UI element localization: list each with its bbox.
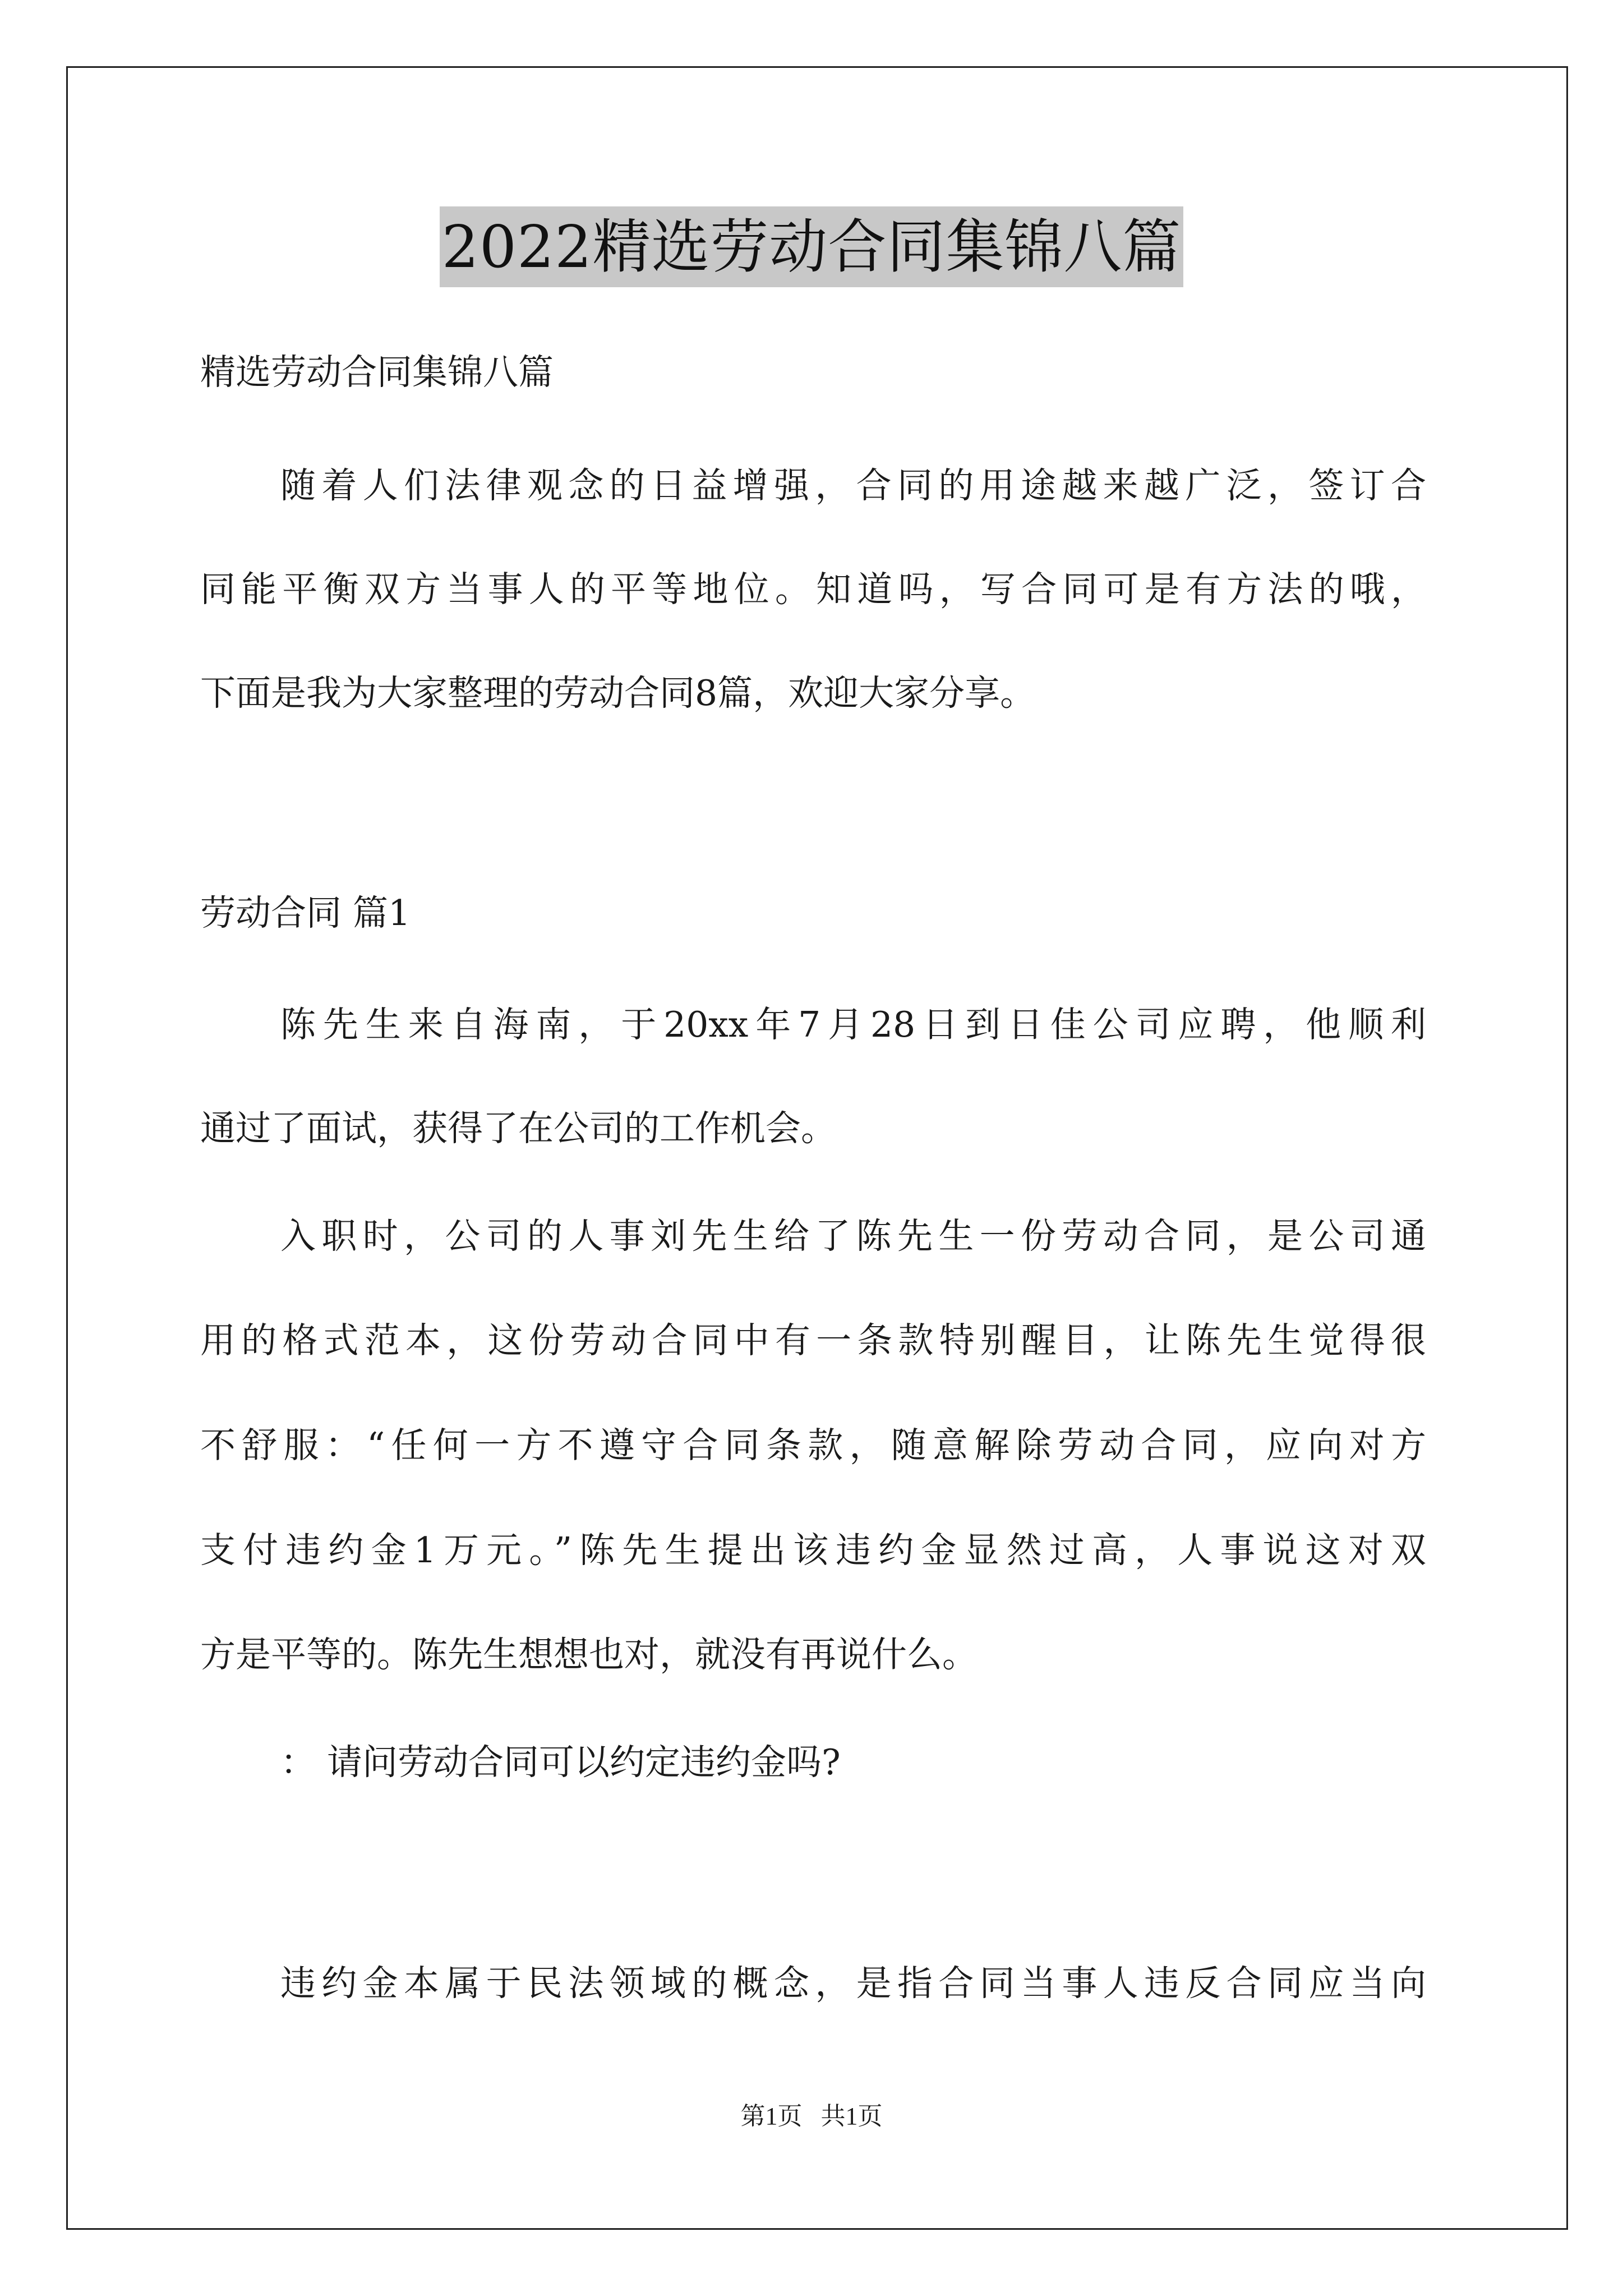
page-number: 第1页 bbox=[740, 2102, 803, 2130]
intro-line: 下面是我为大家整理的劳动合同8篇，欢迎大家分享。 bbox=[200, 673, 1036, 714]
paragraph-line: 通过了面试，获得了在公司的工作机会。 bbox=[200, 1108, 836, 1149]
paragraph-line: 方是平等的。陈先生想想也对，就没有再说什么。 bbox=[200, 1634, 978, 1675]
paragraph-line: 用的格式范本，这份劳动合同中有一条款特别醒目，让陈先生觉得很 bbox=[200, 1320, 1426, 1361]
paragraph-line: 不舒服：“任何一方不遵守合同条款，随意解除劳动合同，应向对方 bbox=[200, 1425, 1426, 1466]
intro-line: 同能平衡双方当事人的平等地位。知道吗，写合同可是有方法的哦， bbox=[200, 569, 1426, 610]
question-line: ： 请问劳动合同可以约定违约金吗? bbox=[280, 1742, 841, 1783]
intro-line: 随着人们法律观念的日益增强，合同的用途越来越广泛，签订合 bbox=[280, 465, 1426, 506]
paragraph-line: 违约金本属于民法领域的概念，是指合同当事人违反合同应当向 bbox=[280, 1963, 1426, 2004]
paragraph-line: 支付违约金1万元。”陈先生提出该违约金显然过高，人事说这对双 bbox=[200, 1530, 1426, 1571]
title-container bbox=[0, 206, 1623, 287]
document-subtitle: 精选劳动合同集锦八篇 bbox=[200, 352, 554, 393]
page-footer bbox=[0, 2101, 1623, 2132]
page-total: 共1页 bbox=[820, 2102, 883, 2130]
paragraph-line: 陈先生来自海南，于20xx年7月28日到日佳公司应聘，他顺利 bbox=[280, 1004, 1426, 1045]
paragraph-line: 入职时，公司的人事刘先生给了陈先生一份劳动合同，是公司通 bbox=[280, 1216, 1426, 1257]
section-heading: 劳动合同 篇1 bbox=[200, 892, 411, 933]
document-title: 2022精选劳动合同集锦八篇 bbox=[440, 206, 1184, 287]
